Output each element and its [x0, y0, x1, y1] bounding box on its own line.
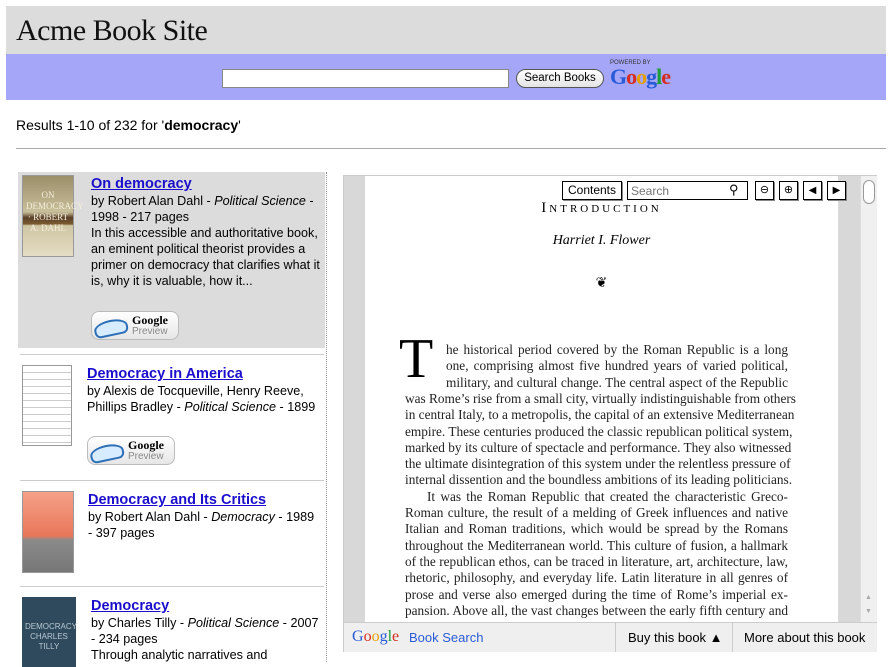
more-about-book-link[interactable]: More about this book — [732, 623, 877, 652]
search-bar — [6, 54, 886, 100]
text-line: It was the Roman Republic that created the characteristic Greco- — [427, 488, 788, 504]
divider — [16, 148, 886, 149]
powered-by-label: POWERED BY — [610, 60, 651, 66]
drop-cap: T — [399, 328, 434, 390]
book-cover[interactable] — [22, 491, 74, 573]
text-line: Roman culture, the result of a melding of Greek influences and native — [405, 505, 788, 520]
google-logo: Google — [610, 64, 671, 89]
book-description: Through analytic narratives and — [91, 648, 268, 662]
query-term: democracy — [164, 117, 239, 133]
ornament: ❦ — [595, 274, 608, 290]
results-summary: Results 1-10 of 232 for 'democracy' — [16, 117, 241, 133]
book-title-link[interactable]: Democracy in America — [87, 366, 243, 382]
book-cover-text: ON DEMOCRACY · ROBERT A. DAHL — [26, 190, 84, 233]
text-line: he historical period covered by the Roman Republic is a long — [446, 342, 788, 357]
text-line: pansion. Above all, the vast changes between the early fifth century and — [405, 602, 788, 618]
text-line: throughout the Mediterranean world. This culture of fusion, a hallmark — [405, 537, 788, 553]
contents-button[interactable]: Contents — [562, 181, 622, 200]
next-page-icon[interactable]: ▶ — [827, 181, 846, 200]
text-line: of the republican ethos, can be traced in literature, art, architecture, law, — [405, 553, 788, 569]
text-line: in central Italy, to a metropolis, the capital of an extensive Mediterranean — [405, 407, 795, 423]
book-search-link[interactable]: Book Search — [409, 630, 484, 645]
scrollbar[interactable] — [860, 176, 877, 622]
search-books-button[interactable]: Search Books — [516, 69, 604, 88]
viewer-footer — [344, 622, 877, 652]
text-line: military, and cultural change. The central aspect of the Republic — [446, 374, 788, 390]
text-line: was Rome’s rise from a small city, virtually indistinguishable from others — [405, 390, 796, 406]
text-line: Italian and Roman traditions, which would be spread by the Romans — [405, 521, 788, 537]
google-logo: Google — [352, 628, 400, 645]
site-header — [6, 6, 886, 54]
scroll-down-icon[interactable]: ▼ — [865, 608, 872, 615]
result-item[interactable]: ON DEMOCRACY · ROBERT A. DAHL On democracy by Robert Alan Dahl - Political Science - 1998 - 217 pages In this accessible and authoritative book, an eminent political theorist provides a primer on democracy that clarifies what it is, why it is valuable, how it... Google Preview — [18, 172, 325, 348]
chapter-heading: Introduction — [541, 200, 662, 216]
previous-page-icon[interactable]: ◀ — [803, 181, 822, 200]
divider — [20, 354, 324, 355]
zoom-in-icon[interactable]: ⊕ — [779, 181, 798, 200]
scrollbar-thumb[interactable] — [863, 180, 875, 204]
text-line: prose and verse also emerged during the time of Rome’s imperial ex- — [405, 586, 788, 602]
book-page — [365, 176, 841, 622]
book-icon — [93, 317, 130, 340]
book-viewer — [343, 175, 877, 652]
text-line: rhetoric, philosophy, and everyday life. Latin literature in all genres of — [405, 570, 788, 586]
result-item[interactable]: DEMOCRACY CHARLES TILLY Democracy by Charles Tilly - Political Science - 2007 - 234 pages Through analytic narratives and — [18, 594, 325, 664]
site-title: Acme Book Site — [16, 14, 208, 47]
book-icon — [89, 442, 126, 465]
book-title-link[interactable]: Democracy and Its Critics — [88, 492, 267, 508]
result-item[interactable]: Democracy in America by Alexis de Tocqueville, Henry Reeve, Phillips Bradley - Political Science - 1899 Google Preview — [18, 362, 325, 472]
divider — [20, 480, 324, 481]
book-title-link[interactable]: Democracy — [91, 598, 170, 614]
google-preview-button[interactable]: Google Preview — [91, 311, 179, 340]
divider — [20, 586, 324, 587]
google-preview-button[interactable]: Google Preview — [87, 436, 175, 465]
scroll-up-icon[interactable]: ▲ — [865, 594, 872, 601]
search-input[interactable] — [222, 69, 509, 88]
book-cover-text: DEMOCRACY CHARLES TILLY — [25, 622, 78, 651]
text-line: the ultimate disintegration of this system under the relentless pressure of — [405, 456, 791, 472]
zoom-out-icon[interactable]: ⊖ — [755, 181, 774, 200]
book-description: In this accessible and authoritative book, an eminent political theorist provides a primer on democracy that clarifies what it is, why it is valuable, how it... — [91, 226, 320, 288]
buy-this-book-button[interactable]: Buy this book ▲ — [615, 623, 732, 652]
results-list — [18, 172, 327, 662]
text-line: one, comprising almost five hundred years of varied political, — [446, 358, 788, 374]
text-line: internal dissention and the boundless ambitions of its leading politicians. — [405, 472, 793, 488]
book-cover[interactable] — [22, 175, 84, 257]
search-icon[interactable]: ⚲ — [729, 182, 739, 197]
text-line: marked by its culture of spectacle and performance. They also witnessed — [405, 439, 792, 455]
book-cover[interactable] — [22, 365, 72, 446]
result-item[interactable]: Democracy and Its Critics by Robert Alan Dahl - Democracy - 1989 - 397 pages — [18, 488, 325, 578]
chapter-author: Harriet I. Flower — [552, 233, 651, 248]
book-cover[interactable] — [22, 597, 76, 667]
book-title-link[interactable]: On democracy — [91, 176, 192, 192]
text-line: empire. These centuries produced the classic republican political system, — [405, 423, 793, 439]
